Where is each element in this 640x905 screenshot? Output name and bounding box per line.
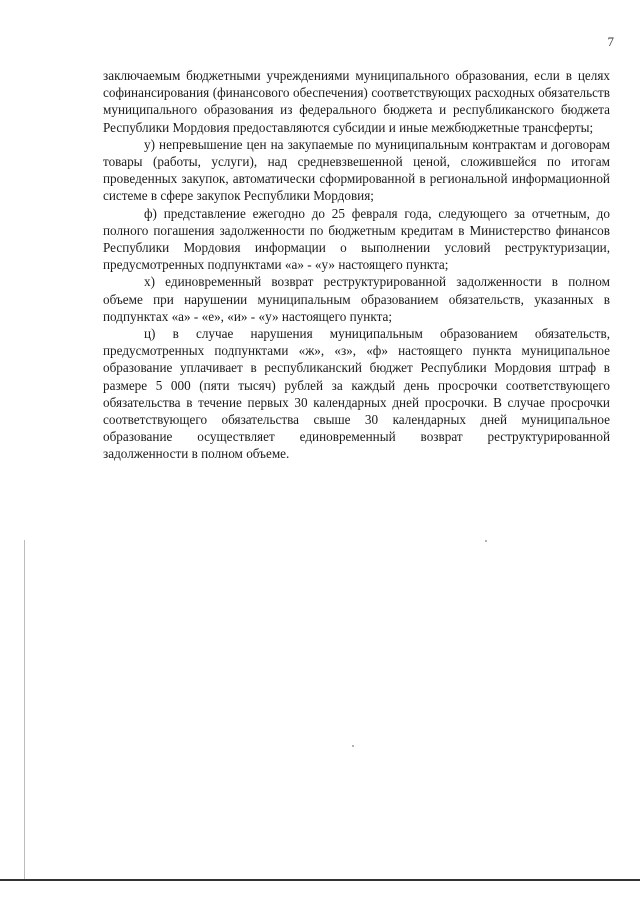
paragraph-item-f: ф) представление ежегодно до 25 февраля года, следующего за отчетным, до полного погашения задолженности по бюджетным кредитам в Министерство финансов Республики Мордовия информации о выполнении условий реструктуризации, предусмотренных подпунктами «а» - «у» настоящего пункта; — [103, 205, 610, 273]
scan-speck — [485, 540, 487, 542]
scan-bottom-edge — [0, 879, 640, 881]
paragraph-continuation: заключаемым бюджетными учреждениями муниципального образования, если в целях софинансирования (финансового обеспечения) соответствующих расходных обязательств муниципального образования из федерального бюджета и республиканского бюджета Республики Мордовия предоставляются субсидии и иные межбюджетные трансферты; — [103, 68, 610, 135]
scan-speck — [352, 745, 354, 747]
page-number: 7 — [607, 34, 614, 49]
paragraph-item-kh: х) единовременный возврат реструктурированной задолженности в полном объеме при нарушении муниципальным образованием обязательств, указанных в подпунктах «а» - «е», «и» - «у» настоящего пункта; — [103, 274, 610, 324]
document-body — [103, 67, 610, 463]
paragraph-item-u: у) непревышение цен на закупаемые по муниципальным контрактам и договорам товары (работы, услуги), над средневзвешенной ценой, сложившейся по итогам проведенных закупок, автоматически сформированной в региональной информационной системе в сфере закупок Республики Мордовия; — [103, 136, 610, 204]
paragraph-item-ts: ц) в случае нарушения муниципальным образованием обязательств, предусмотренных подпунктами «ж», «з», «ф» настоящего пункта муниципальное образование уплачивает в республиканский бюджет Республики Мордовия штраф в размере 5 000 (пяти тысяч) рублей за каждый день просрочки соответствующего обязательства в течение первых 30 календарных дней просрочки. В случае просрочки соответствующего обязательства свыше 30 календарных дней муниципальное образование осуществляет единовременный возврат реструктурированной задолженности в полном объеме. — [103, 326, 610, 462]
scan-edge-line — [24, 540, 25, 880]
